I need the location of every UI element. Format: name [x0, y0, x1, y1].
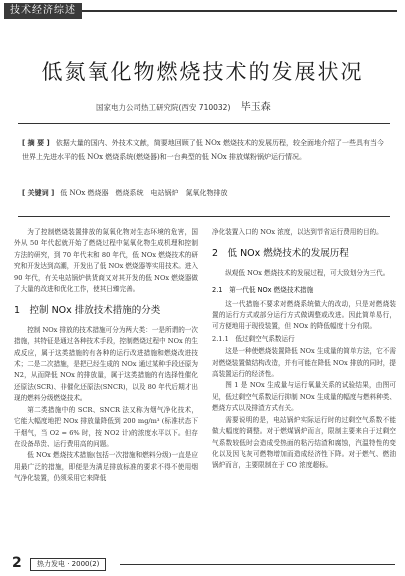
right-column [212, 227, 396, 472]
keywords-label: [ 关键词 ] [22, 189, 55, 197]
subsection-2-1-heading: 2.1 第一代低 NOx 燃烧技术措施 [212, 286, 314, 295]
article-title: 低氮氧化物燃烧技术的发展状况 [41, 60, 364, 84]
subsection-2-1-1-heading: 2.1.1 低过剩空气系数运行 [212, 334, 295, 343]
section-1-heading: 1 控制 NOx 排放技术措施的分类 [14, 305, 161, 317]
page-footer [0, 553, 405, 573]
subsection-2-1-1-paragraph-3: 需要说明的是，电站锅炉实际运行时的过剩空气系数不能做大幅度的调整。对于燃煤锅炉而言，限制主要来自于过剩空气系数较低时会造成受热面的粘污结渣和腐蚀，汽温特性的变化以及因飞灰可燃物增加而造成经济性下降。对于燃气、燃油锅炉而言，主要限制在于 CO 浓度超标。 [212, 415, 396, 470]
section-2-heading: 2 低 NOx 燃烧技术的发展历程 [212, 248, 349, 260]
abstract-text: 依据大量的国内、外技术文献，简要地回顾了低 NOx 燃烧技术的发展历程，较全面地介绍了一些具有当今世界上先进水平的低 NOx 燃烧系统(燃烧器)和一台典型的低 NOx 排放煤粉锅炉运行情况。 [22, 139, 384, 161]
abstract [22, 137, 384, 164]
continued-paragraph: 净化装置入口的 NOx 浓度，以达到节省运行费用的目的。 [212, 228, 383, 236]
abstract-label: [ 摘 要 ] [22, 139, 50, 147]
author-line [96, 98, 396, 113]
page-header [0, 0, 405, 22]
author-name: 毕玉森 [240, 102, 271, 113]
keywords [22, 188, 384, 198]
subsection-2-1-1-paragraph-1: 这是一种使燃烧装置降低 NOx 生成量的简单方法，它不需对燃烧装置做结构改造，并有可能在降低 NOx 排放的同时，提高装置运行的经济性。 [212, 347, 396, 379]
journal-name: 热力发电 · 2000(2) [30, 558, 106, 571]
header-rule [82, 10, 397, 12]
left-column [14, 227, 198, 485]
section-2-paragraph-1: 纵观低 NOx 燃烧技术的发展过程，可大致划分为三代。 [225, 268, 390, 277]
author-affiliation: 国家电力公司热工研究院(西安 710032) [96, 103, 231, 112]
intro-paragraph: 为了控制燃烧装置排放的氮氧化物对生态环境的危害，国外从 50 年代起就开始了燃烧过程中氮氧化物生成机理和控制方法的研究，到 70 年代末和 80 年代，低 NOx 燃烧技术的研究和开发达到高潮，开发出了低 NOx 燃烧器等实用技术。进入 90 年代，有关电站锅炉供货商又对其开发的低 NOx 燃烧器做了大量的改进和优化工作，使其日臻完善。 [14, 228, 198, 294]
subsection-2-1-1-paragraph-2: 图 1 是 NOx 生成量与运行氧量关系的试验结果，由图可见，低过剩空气系数运行抑制 NOx 生成量的幅度与燃料种类、燃烧方式以及排渣方式有关。 [212, 381, 396, 413]
page-number: 2 [12, 555, 22, 571]
section-1-paragraph-3: 低 NOx 燃烧技术措施(包括一次措施和燃料分级)一直是应用最广泛的措施，即便是为满足排放标准的要求不得不使用烟气净化装置，仍须采用它来降低 [14, 451, 198, 483]
section-1-paragraph-2: 第二类措施中的 SCR、SNCR 法又称为烟气净化技术，它能大幅度地把 NOx 排放量降低到 200 mg/m³ (标准状态下干烟气，当 O2 = 6% 时，按 NO2 计)的浓度水平以下。但存在设备昂贵、运行费用高的问题。 [14, 405, 198, 448]
subsection-2-1-paragraph: 这一代措施不要求对燃烧系统做大的改动，只是对燃烧装置的运行方式或部分运行方式做调整或改进。因此简单易行，可方便地用于现役装置，但 NOx 的降低幅度十分有限。 [212, 299, 396, 331]
footer-rule [120, 564, 395, 565]
section-label: 技术经济综述 [4, 3, 82, 19]
section-1-paragraph-1: 控制 NOx 排放的技术措施可分为两大类：一是所谓的一次措施，其特征是通过各种技术手段，控制燃烧过程中 NOx 的生成反应，属于这类措施的有各种的运行改进措施和燃烧改进技术；二是二次措施，是把已经生成的 NOx 通过某种手段还原为 N2，从而降低 NOx 的排放量，属于这类措施的有选择性催化还原法(SCR)、非催化还原法(SNCR)，以及 80 年代后期才出现的燃料分级燃烧技术。 [14, 325, 198, 403]
keywords-text: 低 NOx 燃烧器 燃烧系统 电站锅炉 氮氧化物排放 [60, 189, 228, 197]
